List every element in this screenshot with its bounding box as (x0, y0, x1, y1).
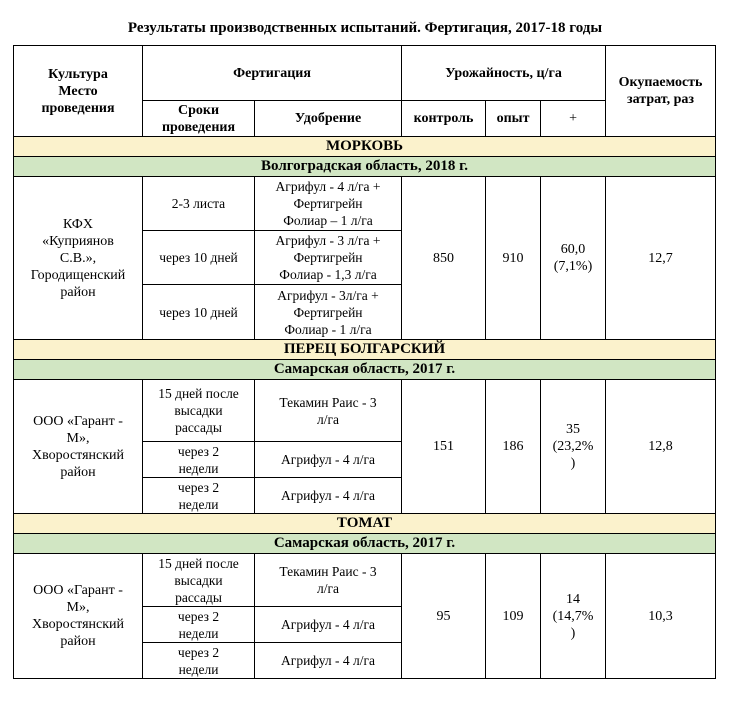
region-name: Самарская область, 2017 г. (14, 360, 716, 380)
yield-trial: 910 (486, 177, 541, 340)
application-timing: через 2 недели (143, 478, 255, 514)
fertilizer-dose: Текамин Раис - 3 л/га (255, 554, 402, 607)
fertilizer-dose: Агрифул - 4 л/га (255, 478, 402, 514)
payback-value: 12,8 (606, 380, 716, 514)
region-row (14, 534, 716, 554)
table-row (14, 380, 716, 442)
header-fertigation: Фертигация (143, 46, 402, 101)
application-timing: через 10 дней (143, 285, 255, 340)
fertilizer-dose: Агрифул - 3л/га + Фертигрейн Фолиар - 1 л/га (255, 285, 402, 340)
region-row (14, 157, 716, 177)
culture-name: МОРКОВЬ (14, 137, 716, 157)
table-row (14, 554, 716, 607)
payback-value: 12,7 (606, 177, 716, 340)
header-payback: Окупаемость затрат, раз (606, 46, 716, 137)
culture-row (14, 137, 716, 157)
yield-trial: 186 (486, 380, 541, 514)
header-culture: Культура Место проведения (14, 46, 143, 137)
culture-row (14, 514, 716, 534)
yield-increase: 35 (23,2% ) (541, 380, 606, 514)
fertilizer-dose: Агрифул - 4 л/га + Фертигрейн Фолиар – 1 л/га (255, 177, 402, 231)
fertilizer-dose: Агрифул - 4 л/га (255, 442, 402, 478)
application-timing: через 2 недели (143, 643, 255, 679)
yield-increase: 14 (14,7% ) (541, 554, 606, 679)
trial-location: ООО «Гарант - М», Хворостянский район (14, 380, 143, 514)
yield-control: 151 (402, 380, 486, 514)
trial-location: ООО «Гарант - М», Хворостянский район (14, 554, 143, 679)
header-trial: опыт (486, 101, 541, 137)
culture-row (14, 340, 716, 360)
yield-control: 95 (402, 554, 486, 679)
region-row (14, 360, 716, 380)
yield-increase: 60,0 (7,1%) (541, 177, 606, 340)
page-title: Результаты производственных испытаний. Фертигация, 2017-18 годы (127, 20, 603, 36)
application-timing: через 10 дней (143, 231, 255, 285)
header-control: контроль (402, 101, 486, 137)
payback-value: 10,3 (606, 554, 716, 679)
header-fertilizer: Удобрение (255, 101, 402, 137)
application-timing: 2-3 листа (143, 177, 255, 231)
header-timing: Сроки проведения (143, 101, 255, 137)
header-plus: + (541, 101, 606, 137)
application-timing: через 2 недели (143, 442, 255, 478)
header-yield: Урожайность, ц/га (402, 46, 606, 101)
table-row (14, 177, 716, 231)
yield-control: 850 (402, 177, 486, 340)
region-name: Самарская область, 2017 г. (14, 534, 716, 554)
region-name: Волгоградская область, 2018 г. (14, 157, 716, 177)
culture-name: ПЕРЕЦ БОЛГАРСКИЙ (14, 340, 716, 360)
yield-trial: 109 (486, 554, 541, 679)
fertilizer-dose: Текамин Раис - 3 л/га (255, 380, 402, 442)
culture-name: ТОМАТ (14, 514, 716, 534)
fertilizer-dose: Агрифул - 4 л/га (255, 643, 402, 679)
fertilizer-dose: Агрифул - 3 л/га + Фертигрейн Фолиар - 1,3 л/га (255, 231, 402, 285)
application-timing: 15 дней после высадки рассады (143, 380, 255, 442)
fertilizer-dose: Агрифул - 4 л/га (255, 607, 402, 643)
application-timing: 15 дней после высадки рассады (143, 554, 255, 607)
results-table (13, 45, 716, 679)
application-timing: через 2 недели (143, 607, 255, 643)
trial-location: КФХ «Куприянов С.В.», Городищенский район (14, 177, 143, 340)
